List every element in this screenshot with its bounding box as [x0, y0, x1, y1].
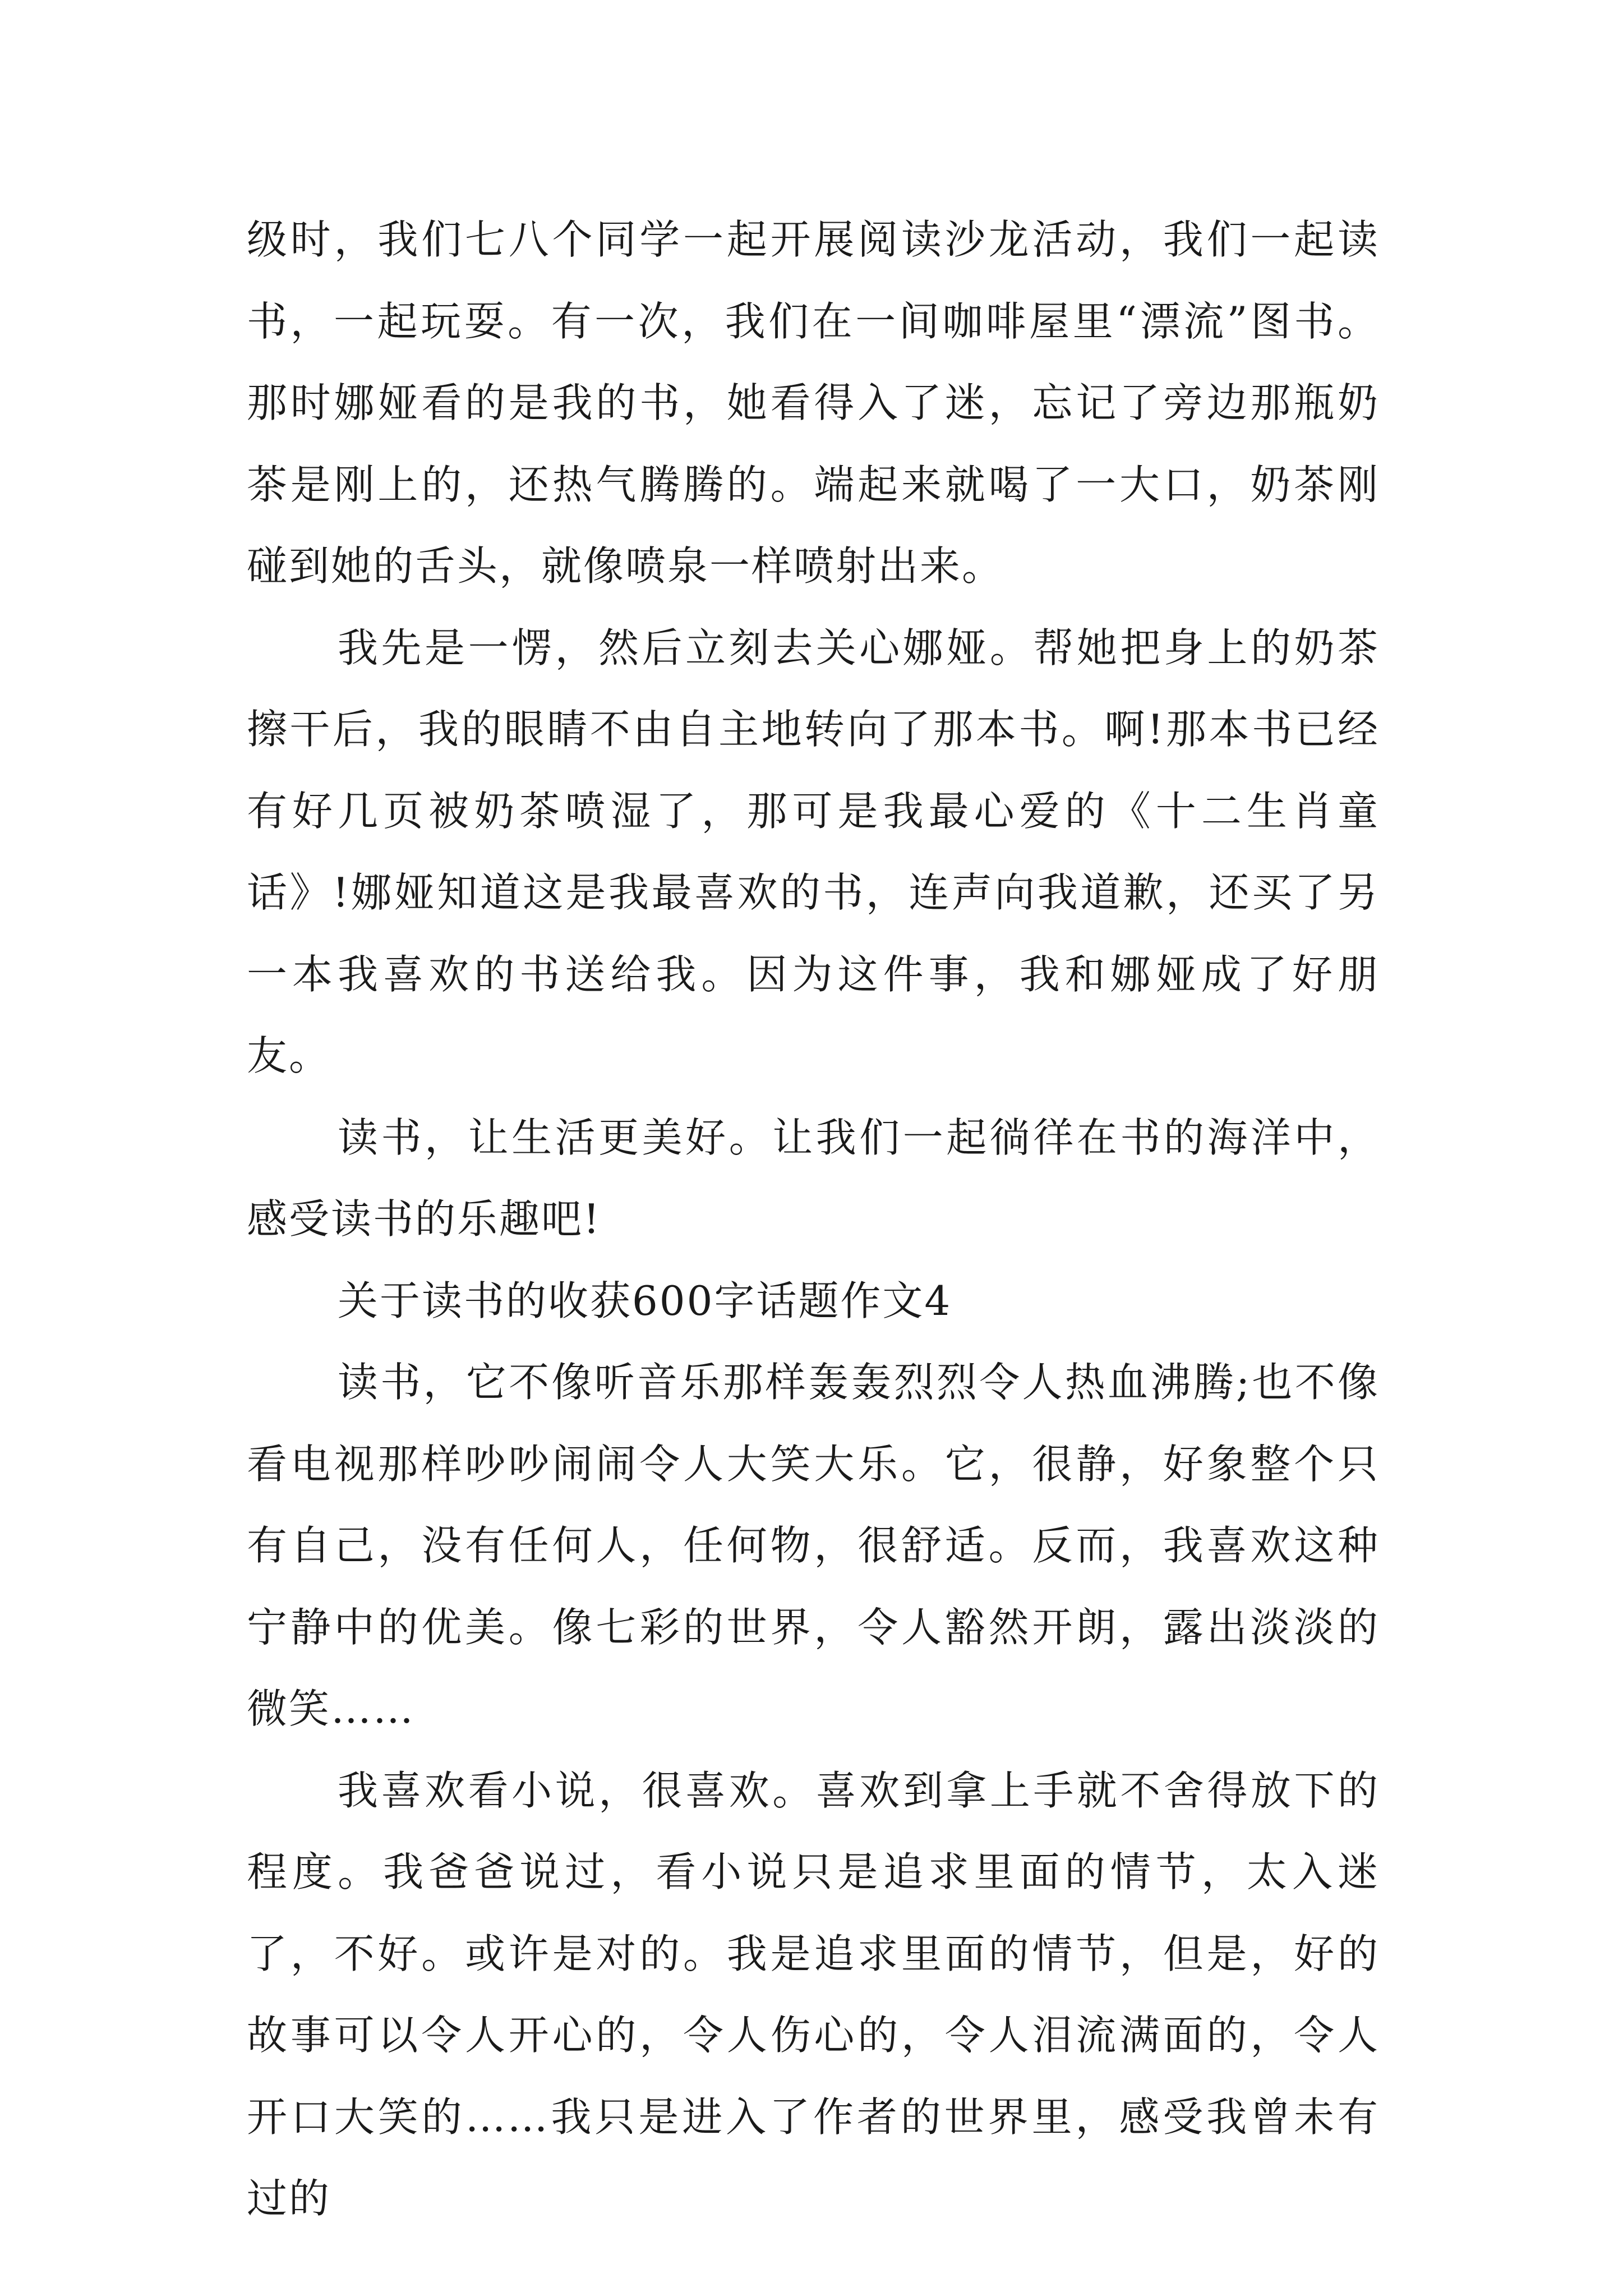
- paragraph-continued: 级时，我们七八个同学一起开展阅读沙龙活动，我们一起读书，一起玩耍。有一次，我们在一间咖啡屋里“漂流”图书。那时娜娅看的是我的书，她看得入了迷，忘记了旁边那瓶奶茶是刚上的，还热气腾腾的。端起来就喝了一大口，奶茶刚碰到她的舌头，就像喷泉一样喷射出来。: [247, 216, 1380, 590]
- paragraph: 我喜欢看小说，很喜欢。喜欢到拿上手就不舍得放下的程度。我爸爸说过，看小说只是追求里面的情节，太入迷了，不好。或许是对的。我是追求里面的情节，但是，好的故事可以令人开心的，令人伤心的，令人泪流满面的，令人开口大笑的……我只是进入了作者的世界里，感受我曾未有过的: [247, 1766, 1380, 2222]
- paragraph: 读书，它不像听音乐那样轰轰烈烈令人热血沸腾;也不像看电视那样吵吵闹闹令人大笑大乐。它，很静，好象整个只有自己，没有任何人，任何物，很舒适。反而，我喜欢这种宁静中的优美。像七彩的世界，令人豁然开朗，露出淡淡的微笑……: [247, 1359, 1380, 1732]
- document-body: [247, 199, 1380, 2240]
- paragraph: 读书，让生活更美好。让我们一起徜徉在书的海洋中，感受读书的乐趣吧!: [247, 1114, 1380, 1243]
- essay-title: 关于读书的收获600字话题作文4: [338, 1277, 952, 1324]
- paragraph: 我先是一愣，然后立刻去关心娜娅。帮她把身上的奶茶擦干后，我的眼睛不由自主地转向了那本书。啊!那本书已经有好几页被奶茶喷湿了，那可是我最心爱的《十二生肖童话》!娜娅知道这是我最喜欢的书，连声向我道歉，还买了另一本我喜欢的书送给我。因为这件事，我和娜娅成了好朋友。: [247, 624, 1380, 1079]
